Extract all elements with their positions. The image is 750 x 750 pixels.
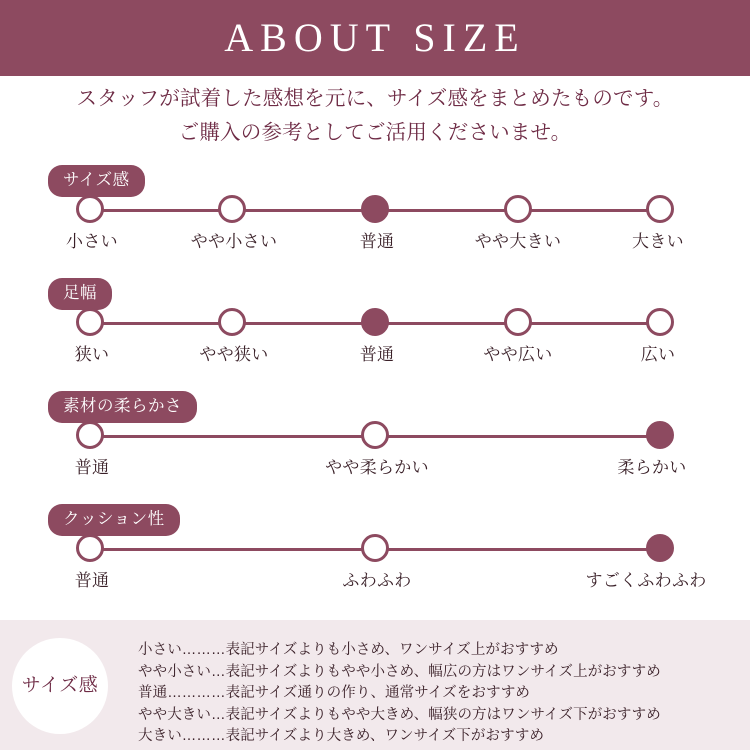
lead-line-2: ご購入の参考としてご活用くださいませ。	[178, 121, 572, 144]
scale-option-label-1: やや柔らかい	[325, 458, 429, 477]
scale-node-1[interactable]	[361, 421, 389, 449]
scale-label-size-feel-wrap	[48, 165, 145, 197]
scale-node-1[interactable]	[361, 534, 389, 562]
scale-label-foot-width: 足幅	[48, 278, 112, 310]
scale-option-label-4: 広い	[640, 345, 676, 364]
lead-line-1: スタッフが試着した感想を元に、サイズ感をまとめたものです。	[76, 87, 674, 110]
scale-node-4[interactable]	[646, 308, 674, 336]
scale-node-1[interactable]	[218, 195, 246, 223]
scale-option-label-0: 普通	[74, 458, 110, 477]
scale-option-label-0: 小さい	[66, 232, 118, 251]
footer-note-3: やや大きい…表記サイズよりもやや大きめ、幅狭の方はワンサイズ下がおすすめ	[138, 706, 661, 723]
scale-label-material-softness: 素材の柔らかさ	[48, 391, 197, 423]
scale-node-2-selected[interactable]	[646, 421, 674, 449]
scale-node-0[interactable]	[76, 308, 104, 336]
scale-label-foot-width-wrap	[48, 278, 112, 310]
scale-node-0[interactable]	[76, 421, 104, 449]
scale-option-label-2: 普通	[359, 232, 395, 251]
scale-label-cushioning: クッション性	[48, 504, 180, 536]
footer-note-0: 小さい………表記サイズよりも小さめ、ワンサイズ上がおすすめ	[138, 642, 559, 658]
scale-option-label-3: やや大きい	[474, 232, 562, 251]
footer-badge: サイズ感	[12, 638, 108, 734]
scale-option-label-1: やや小さい	[190, 232, 278, 251]
scale-node-0[interactable]	[76, 534, 104, 562]
scale-node-3[interactable]	[504, 308, 532, 336]
scale-option-label-3: やや広い	[483, 345, 553, 364]
footer-note-2: 普通…………表記サイズ通りの作り、通常サイズをおすすめ	[138, 685, 531, 701]
footer-note-1: やや小さい…表記サイズよりもやや小さめ、幅広の方はワンサイズ上がおすすめ	[138, 663, 661, 680]
scale-option-label-2: 普通	[359, 345, 395, 364]
scale-option-label-2: すごくふわふわ	[585, 571, 707, 590]
scale-option-label-1: ふわふわ	[342, 571, 412, 590]
scale-option-label-0: 狭い	[74, 345, 110, 364]
lead-text	[0, 82, 750, 150]
scale-node-2-selected[interactable]	[646, 534, 674, 562]
scale-node-4[interactable]	[646, 195, 674, 223]
scale-node-2-selected[interactable]	[361, 195, 389, 223]
footer-note-4: 大きい………表記サイズより大きめ、ワンサイズ下がおすすめ	[138, 728, 545, 744]
page-title: ABOUT SIZE	[224, 15, 526, 60]
scale-option-label-0: 普通	[74, 571, 110, 590]
scale-option-label-2: 柔らかい	[617, 458, 687, 477]
scale-label-cushioning-wrap	[48, 504, 180, 536]
footer-note-list	[138, 640, 738, 748]
footer-notes-panel	[0, 620, 750, 750]
header-band	[0, 0, 750, 76]
scale-option-label-1: やや狭い	[199, 345, 269, 364]
scale-label-material-softness-wrap	[48, 391, 197, 423]
scale-node-3[interactable]	[504, 195, 532, 223]
scale-option-label-4: 大きい	[632, 232, 684, 251]
scale-node-0[interactable]	[76, 195, 104, 223]
scale-node-2-selected[interactable]	[361, 308, 389, 336]
scale-label-size-feel: サイズ感	[48, 165, 145, 197]
scale-node-1[interactable]	[218, 308, 246, 336]
